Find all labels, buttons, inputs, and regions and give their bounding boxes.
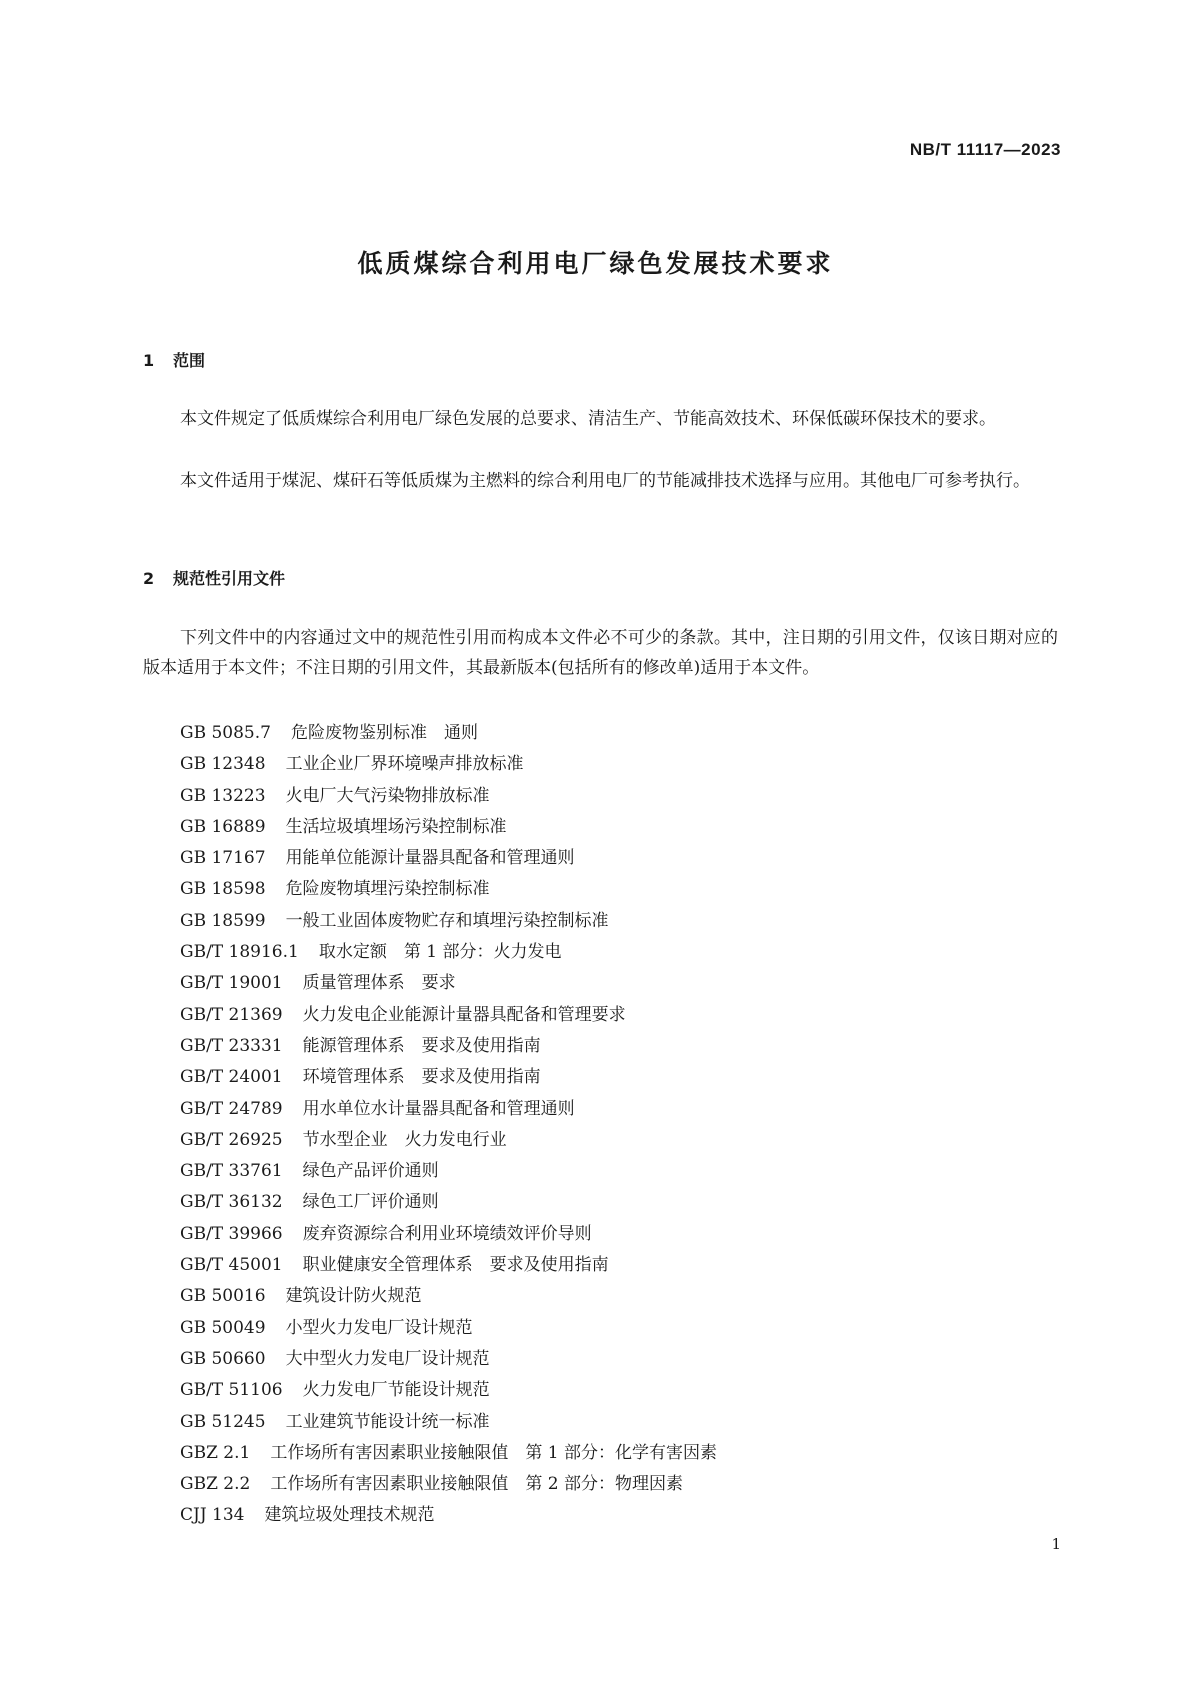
reference-code: GBZ 2.1 (180, 1442, 251, 1463)
reference-code: GB 5085.7 (180, 723, 271, 743)
reference-title: 绿色产品评价通则 (302, 1161, 439, 1182)
reference-code: GB/T 45001 (180, 1255, 283, 1276)
reference-title: 能源管理体系 要求及使用指南 (302, 1035, 541, 1056)
reference-title: 质量管理体系 要求 (302, 973, 456, 994)
reference-item (180, 1219, 717, 1250)
reference-item (180, 1094, 717, 1125)
reference-title: 火力发电企业能源计量器具配备和管理要求 (302, 1004, 626, 1025)
section-heading-scope (143, 348, 205, 371)
reference-title: 工业建筑节能设计统一标准 (285, 1411, 490, 1432)
section-title: 范围 (173, 351, 206, 370)
section-title: 规范性引用文件 (173, 569, 286, 588)
reference-title: 环境管理体系 要求及使用指南 (302, 1067, 541, 1088)
reference-item (180, 1062, 717, 1093)
reference-code: GB 50049 (180, 1317, 266, 1338)
reference-code: GB 17167 (180, 848, 266, 869)
reference-title: 工业企业厂界环境噪声排放标准 (285, 754, 524, 775)
reference-item (180, 906, 717, 937)
reference-title: 火电厂大气污染物排放标准 (285, 785, 490, 806)
reference-code: GB 50016 (180, 1286, 266, 1307)
reference-item (180, 1438, 717, 1469)
reference-title: 绿色工厂评价通则 (302, 1192, 439, 1213)
reference-title: 节水型企业 火力发电行业 (302, 1129, 507, 1150)
reference-title: 生活垃圾填埋场污染控制标准 (285, 816, 507, 837)
reference-item (180, 968, 717, 999)
reference-item (180, 1500, 717, 1531)
standard-code: NB/T 11117—2023 (909, 140, 1061, 159)
reference-code: GB 18599 (180, 910, 266, 931)
reference-item (180, 843, 717, 874)
reference-list (180, 718, 717, 1532)
reference-code: GB/T 19001 (180, 973, 283, 994)
reference-code: GBZ 2.2 (180, 1474, 251, 1495)
reference-code: CJJ 134 (180, 1505, 245, 1526)
reference-item (180, 1313, 717, 1344)
reference-code: GB/T 33761 (180, 1161, 283, 1182)
reference-code: GB/T 18916.1 (180, 942, 299, 963)
reference-item (180, 781, 717, 812)
reference-item (180, 874, 717, 905)
reference-item (180, 1281, 717, 1312)
reference-code: GB/T 39966 (180, 1223, 283, 1244)
reference-code: GB 16889 (180, 816, 266, 837)
reference-title: 危险废物填埋污染控制标准 (285, 879, 490, 900)
reference-title: 职业健康安全管理体系 要求及使用指南 (302, 1255, 609, 1276)
reference-item (180, 1407, 717, 1438)
reference-code: GB 18598 (180, 879, 266, 900)
reference-title: 废弃资源综合利用业环境绩效评价导则 (302, 1223, 592, 1244)
reference-title: 建筑垃圾处理技术规范 (264, 1505, 435, 1526)
reference-code: GB/T 26925 (180, 1129, 283, 1150)
reference-title: 取水定额 第 1 部分：火力发电 (318, 942, 562, 963)
reference-code: GB/T 51106 (180, 1380, 283, 1401)
reference-title: 火力发电厂节能设计规范 (302, 1380, 490, 1401)
reference-code: GB/T 21369 (180, 1004, 283, 1025)
reference-item (180, 1125, 717, 1156)
document-title: 低质煤综合利用电厂绿色发展技术要求 (357, 249, 834, 278)
reference-item (180, 937, 717, 968)
reference-title: 用水单位水计量器具配备和管理通则 (302, 1098, 575, 1119)
reference-code: GB/T 24789 (180, 1098, 283, 1119)
scope-paragraph-1: 本文件规定了低质煤综合利用电厂绿色发展的总要求、清洁生产、节能高效技术、环保低碳环保技术的要求。 (180, 409, 996, 429)
section-number: 2 (143, 569, 155, 588)
reference-code: GB 13223 (180, 785, 266, 806)
section-heading-normative-references (143, 566, 285, 589)
page-number: 1 (1051, 1535, 1061, 1553)
reference-item (180, 1187, 717, 1218)
reference-item (180, 1344, 717, 1375)
reference-item (180, 1000, 717, 1031)
reference-title: 一般工业固体废物贮存和填埋污染控制标准 (285, 910, 609, 931)
reference-title: 危险废物鉴别标准 通则 (290, 723, 478, 743)
reference-item (180, 1031, 717, 1062)
reference-title: 小型火力发电厂设计规范 (285, 1317, 473, 1338)
reference-item (180, 1469, 717, 1500)
reference-code: GB/T 36132 (180, 1192, 283, 1213)
reference-title: 大中型火力发电厂设计规范 (285, 1348, 490, 1369)
reference-title: 用能单位能源计量器具配备和管理通则 (285, 848, 575, 869)
reference-title: 建筑设计防火规范 (285, 1286, 422, 1307)
reference-item (180, 1156, 717, 1187)
references-intro-paragraph: 下列文件中的内容通过文中的规范性引用而构成本文件必不可少的条款。其中，注日期的引用文件，仅该日期对应的版本适用于本文件；不注日期的引用文件，其最新版本(包括所有的修改单)适用于本文件。 (143, 628, 1058, 678)
reference-code: GB 51245 (180, 1411, 266, 1432)
reference-item (180, 1375, 717, 1406)
reference-item (180, 718, 717, 749)
reference-code: GB/T 23331 (180, 1035, 283, 1056)
reference-code: GB/T 24001 (180, 1067, 283, 1088)
reference-item (180, 812, 717, 843)
reference-title: 工作场所有害因素职业接触限值 第 2 部分：物理因素 (270, 1474, 683, 1495)
reference-title: 工作场所有害因素职业接触限值 第 1 部分：化学有害因素 (270, 1442, 717, 1463)
reference-item (180, 749, 717, 780)
section-number: 1 (143, 351, 155, 370)
scope-paragraph-2: 本文件适用于煤泥、煤矸石等低质煤为主燃料的综合利用电厂的节能减排技术选择与应用。其他电厂可参考执行。 (180, 471, 1030, 491)
reference-code: GB 50660 (180, 1348, 266, 1369)
reference-item (180, 1250, 717, 1281)
reference-code: GB 12348 (180, 754, 266, 775)
